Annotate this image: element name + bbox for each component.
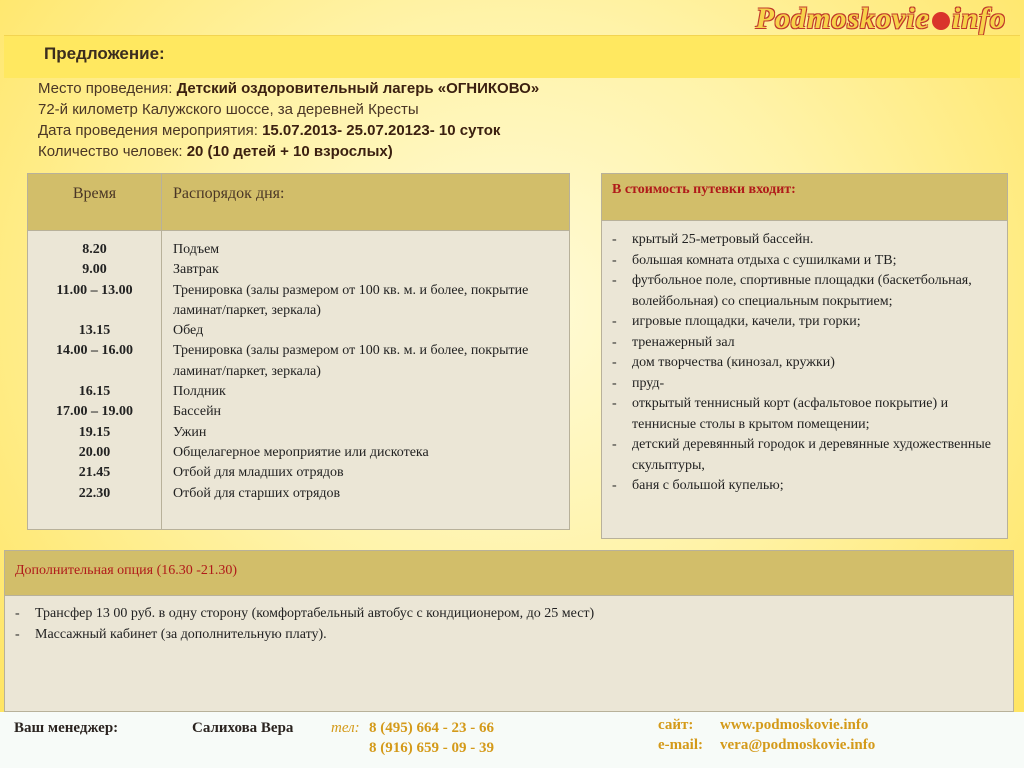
venue-value: Детский оздоровительный лагерь «ОГНИКОВО» xyxy=(176,80,540,97)
activity-cell: Обед xyxy=(173,323,204,339)
manager-name: Салихова Вера xyxy=(192,720,294,736)
time-cell: 8.20 xyxy=(82,242,107,257)
time-cell: 22.30 xyxy=(78,485,111,501)
activity-cell: Полдник xyxy=(173,384,226,400)
includes-list xyxy=(612,230,1000,497)
event-info xyxy=(38,78,539,162)
list-item: - игровые площадки, качели, три горки; xyxy=(612,312,1000,333)
venue-label: Место проведения: xyxy=(38,80,177,97)
list-item: - крытый 25-метровый бассейн. xyxy=(612,230,1000,251)
time-cell: 17.00 – 19.00 xyxy=(56,404,133,420)
list-item: - тренажерный зал xyxy=(612,333,1000,354)
activity-cell: Ужин xyxy=(173,424,207,440)
logo-text-right: info xyxy=(951,2,1006,35)
extra-title: Дополнительная опция (16.30 -21.30) xyxy=(15,563,238,578)
date-label: Дата проведения мероприятия: xyxy=(38,122,263,139)
time-cell: 13.15 xyxy=(78,323,111,339)
schedule-table xyxy=(27,173,570,530)
page-title: Предложение: xyxy=(44,44,165,63)
list-item: - Массажный кабинет (за дополнительную плату). xyxy=(15,624,594,645)
address-line: 72-й километр Калужского шоссе, за деревней Кресты xyxy=(38,101,419,118)
includes-table xyxy=(601,173,1008,539)
email-link[interactable]: vera@podmoskovie.info xyxy=(720,737,876,753)
manager-label: Ваш менеджер: xyxy=(14,720,119,736)
list-item: - пруд- xyxy=(612,374,1000,395)
includes-title: В стоимость путевки входит: xyxy=(612,182,796,197)
people-value: 20 (10 детей + 10 взрослых) xyxy=(186,143,393,160)
time-spacer xyxy=(28,362,161,382)
header-band xyxy=(4,35,1020,78)
activity-cell: Бассейн xyxy=(173,404,222,420)
activity-list xyxy=(173,240,558,504)
list-item: - Трансфер 13 00 руб. в одну сторону (комфортабельный автобус с кондиционером, до 25 мест) xyxy=(15,603,594,624)
list-item: - открытый теннисный корт (асфальтовое покрытие) и теннисные столы в крытом помещении; xyxy=(612,394,1000,435)
venue-line xyxy=(38,78,539,99)
extra-list xyxy=(15,603,594,645)
list-item: - дом творчества (кинозал, кружки) xyxy=(612,353,1000,374)
extra-option-table xyxy=(4,550,1014,712)
footer xyxy=(0,712,1024,768)
email-label: e-mail: xyxy=(658,737,703,753)
time-cell: 21.45 xyxy=(78,465,111,481)
time-column-header: Время xyxy=(72,185,117,202)
list-item: - большая комната отдыха с сушилками и ТВ; xyxy=(612,251,1000,272)
date-value: 15.07.2013- 25.07.20123- 10 суток xyxy=(262,122,501,139)
site-link[interactable]: www.podmoskovie.info xyxy=(720,717,869,733)
date-line xyxy=(38,120,539,141)
logo-dot-icon xyxy=(932,12,950,30)
time-cell: 16.15 xyxy=(78,384,111,400)
activity-cell: Подъем xyxy=(173,242,220,257)
phone-2[interactable]: 8 (916) 659 - 09 - 39 xyxy=(369,740,494,756)
people-line xyxy=(38,141,539,162)
activity-cell: Тренировка (залы размером от 100 кв. м. и более, покрытие ламинат/паркет, зеркала) xyxy=(173,343,529,379)
time-cell: 20.00 xyxy=(78,444,111,460)
activity-cell: Общелагерное мероприятие или дискотека xyxy=(173,444,429,460)
activity-cell: Отбой для младших отрядов xyxy=(173,465,344,481)
time-spacer xyxy=(28,301,161,321)
activity-cell: Тренировка (залы размером от 100 кв. м. и более, покрытие ламинат/паркет, зеркала) xyxy=(173,282,529,318)
time-cell: 14.00 – 16.00 xyxy=(56,343,133,359)
list-item: - баня с большой купелью; xyxy=(612,476,1000,497)
phone-label: тел: xyxy=(331,720,360,736)
list-item: - детский деревянный городок и деревянные художественные скульптуры, xyxy=(612,435,1000,476)
time-cell: 11.00 – 13.00 xyxy=(56,282,133,298)
time-list xyxy=(28,240,161,504)
activity-cell: Отбой для старших отрядов xyxy=(173,485,341,501)
activity-cell: Завтрак xyxy=(173,262,219,278)
brand-logo xyxy=(756,2,1006,36)
logo-text-left: Podmoskovie xyxy=(755,2,930,35)
phone-1[interactable]: 8 (495) 664 - 23 - 66 xyxy=(369,720,494,736)
activity-column-header: Распорядок дня: xyxy=(173,185,285,202)
time-cell: 19.15 xyxy=(78,424,111,440)
people-label: Количество человек: xyxy=(38,143,187,160)
time-cell: 9.00 xyxy=(82,262,107,278)
site-label: сайт: xyxy=(658,717,694,733)
list-item: - футбольное поле, спортивные площадки (баскетбольная, волейбольная) со специальным покрытием; xyxy=(612,271,1000,312)
